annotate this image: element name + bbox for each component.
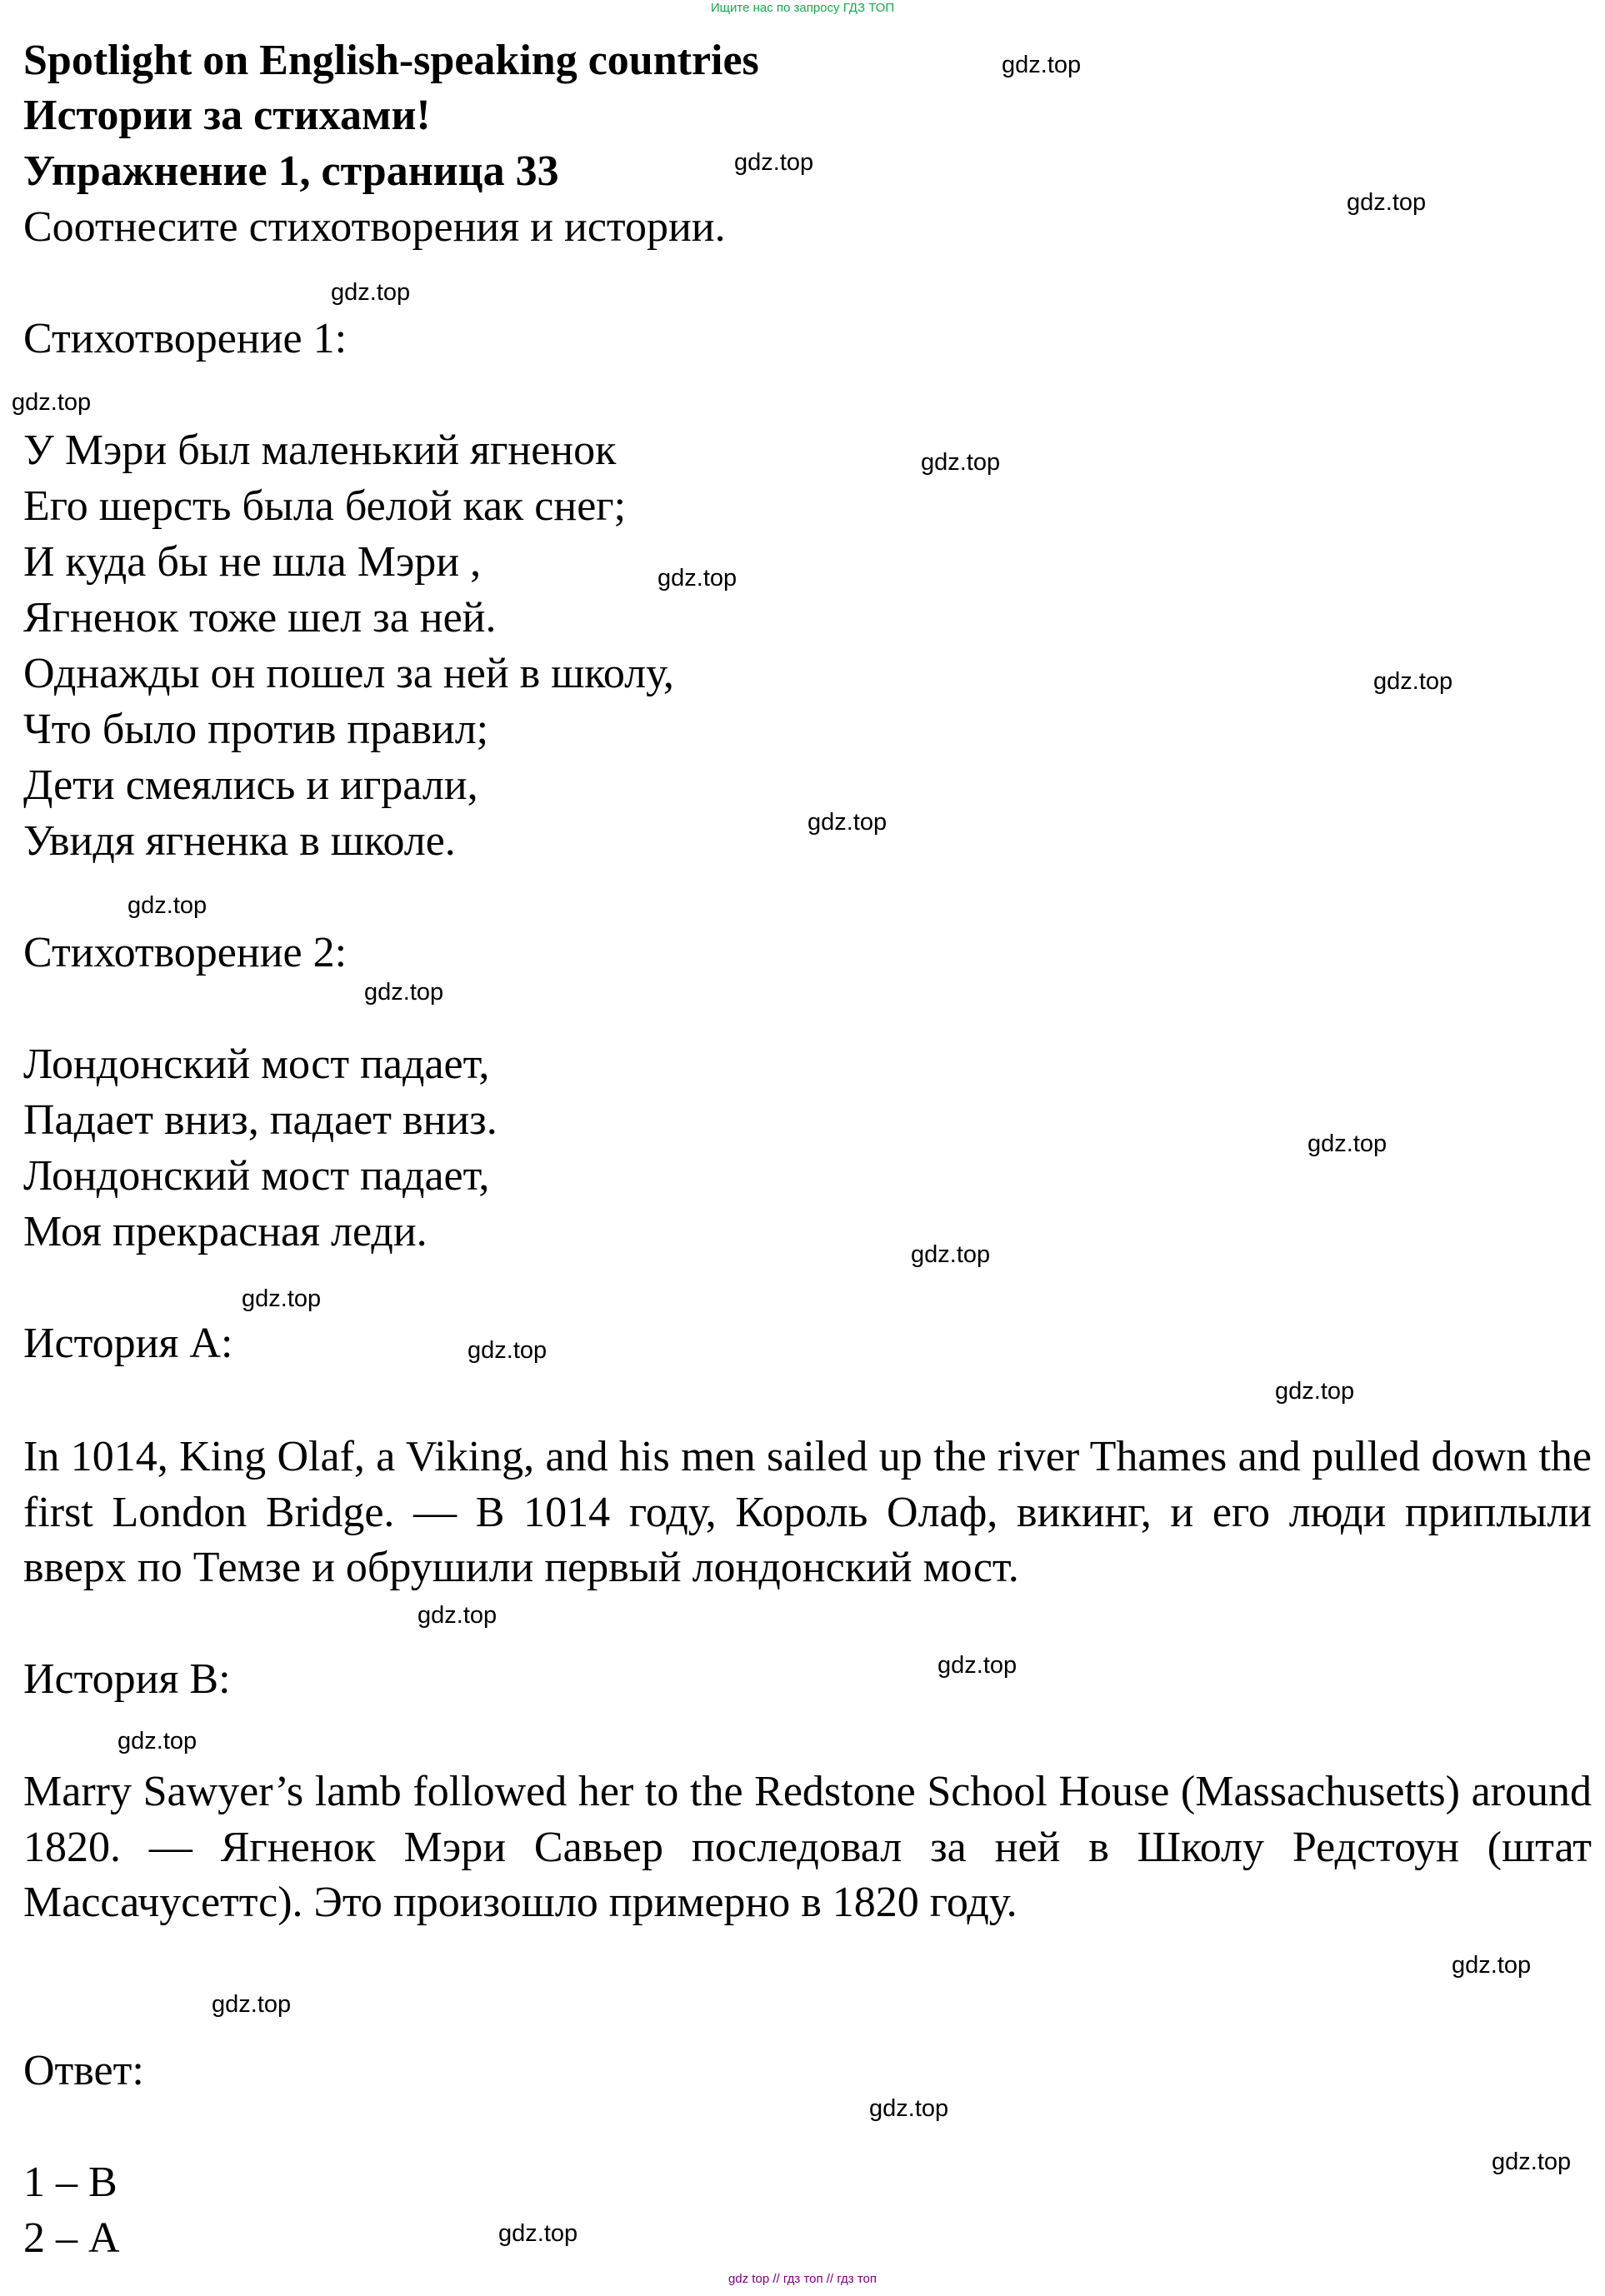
watermark: gdz.top xyxy=(734,149,814,176)
story-a-text: In 1014, King Olaf, a Viking, and his men sailed up the river Thames and pulled down the first London Bridge. — В 1014 году, Король Олаф, викинг, и его люди приплыли вверх по Темзе и обрушили первый лондонский мост. xyxy=(23,1433,1592,1591)
page-subtitle: Истории за стихами! xyxy=(23,92,431,139)
watermark: gdz.top xyxy=(921,449,1001,476)
watermark: gdz.top xyxy=(364,979,444,1006)
watermark: gdz.top xyxy=(331,279,411,306)
watermark: gdz.top xyxy=(658,565,738,591)
watermark: gdz.top xyxy=(1347,189,1427,216)
poem2-line: Моя прекрасная леди. xyxy=(23,1208,428,1255)
top-banner: Ищите нас по запросу ГДЗ ТОП xyxy=(710,1,895,15)
watermark: gdz.top xyxy=(12,389,92,416)
poem2-line: Лондонский мост падает, xyxy=(23,1041,490,1088)
watermark: gdz.top xyxy=(1002,52,1082,78)
poem1-line: Дети смеялись и играли, xyxy=(23,761,478,809)
answer-label: Ответ: xyxy=(23,2047,144,2094)
poem2-line: Лондонский мост падает, xyxy=(23,1152,490,1200)
watermark: gdz.top xyxy=(498,2220,578,2247)
answer-item: 2 – А xyxy=(23,2214,120,2262)
watermark: gdz.top xyxy=(938,1652,1018,1679)
poem1-line: Его шерсть была белой как снег; xyxy=(23,482,627,530)
story-b-text: Marry Sawyer’s lamb followed her to the Redstone School House (Massachusetts) around 1820. — Ягненок Мэри Савьер последовал за ней в Школу Редстоун (штат Массачусеттс). Это произошло примерно в 1820 году. xyxy=(23,1768,1592,1926)
poem1-line: И куда бы не шла Мэри , xyxy=(23,538,482,586)
watermark: gdz.top xyxy=(128,892,208,919)
exercise-heading: Упражнение 1, страница 33 xyxy=(23,147,559,195)
watermark: gdz.top xyxy=(118,1728,198,1754)
watermark: gdz.top xyxy=(808,809,888,836)
poem1-line: Увидя ягненка в школе. xyxy=(23,817,456,865)
watermark: gdz.top xyxy=(418,1602,498,1629)
poem1-line: Что было против правил; xyxy=(23,706,489,753)
poem1-label: Стихотворение 1: xyxy=(23,315,348,362)
watermark: gdz.top xyxy=(1373,668,1453,695)
watermark: gdz.top xyxy=(1275,1378,1355,1405)
instruction-text: Соотнесите стихотворения и истории. xyxy=(23,203,726,251)
poem1-line: У Мэри был маленький ягненок xyxy=(23,427,617,474)
story-a-label: История А: xyxy=(23,1320,233,1367)
watermark: gdz.top xyxy=(242,1285,322,1312)
answer-item: 1 – В xyxy=(23,2159,118,2206)
story-b-label: История В: xyxy=(23,1655,231,1703)
bottom-banner: gdz top // гдз топ // гдз топ xyxy=(728,2272,878,2286)
watermark: gdz.top xyxy=(1452,1952,1532,1979)
poem2-line: Падает вниз, падает вниз. xyxy=(23,1096,498,1144)
poem1-line: Однажды он пошел за ней в школу, xyxy=(23,650,674,697)
watermark: gdz.top xyxy=(1308,1131,1388,1157)
poem2-label: Стихотворение 2: xyxy=(23,929,348,976)
poem1-line: Ягненок тоже шел за ней. xyxy=(23,594,497,641)
watermark: gdz.top xyxy=(212,1991,292,2018)
watermark: gdz.top xyxy=(468,1337,548,1364)
page-title: Spotlight on English-speaking countries xyxy=(23,37,759,84)
watermark: gdz.top xyxy=(911,1241,991,1268)
watermark: gdz.top xyxy=(869,2095,949,2122)
watermark: gdz.top xyxy=(1492,2149,1572,2175)
